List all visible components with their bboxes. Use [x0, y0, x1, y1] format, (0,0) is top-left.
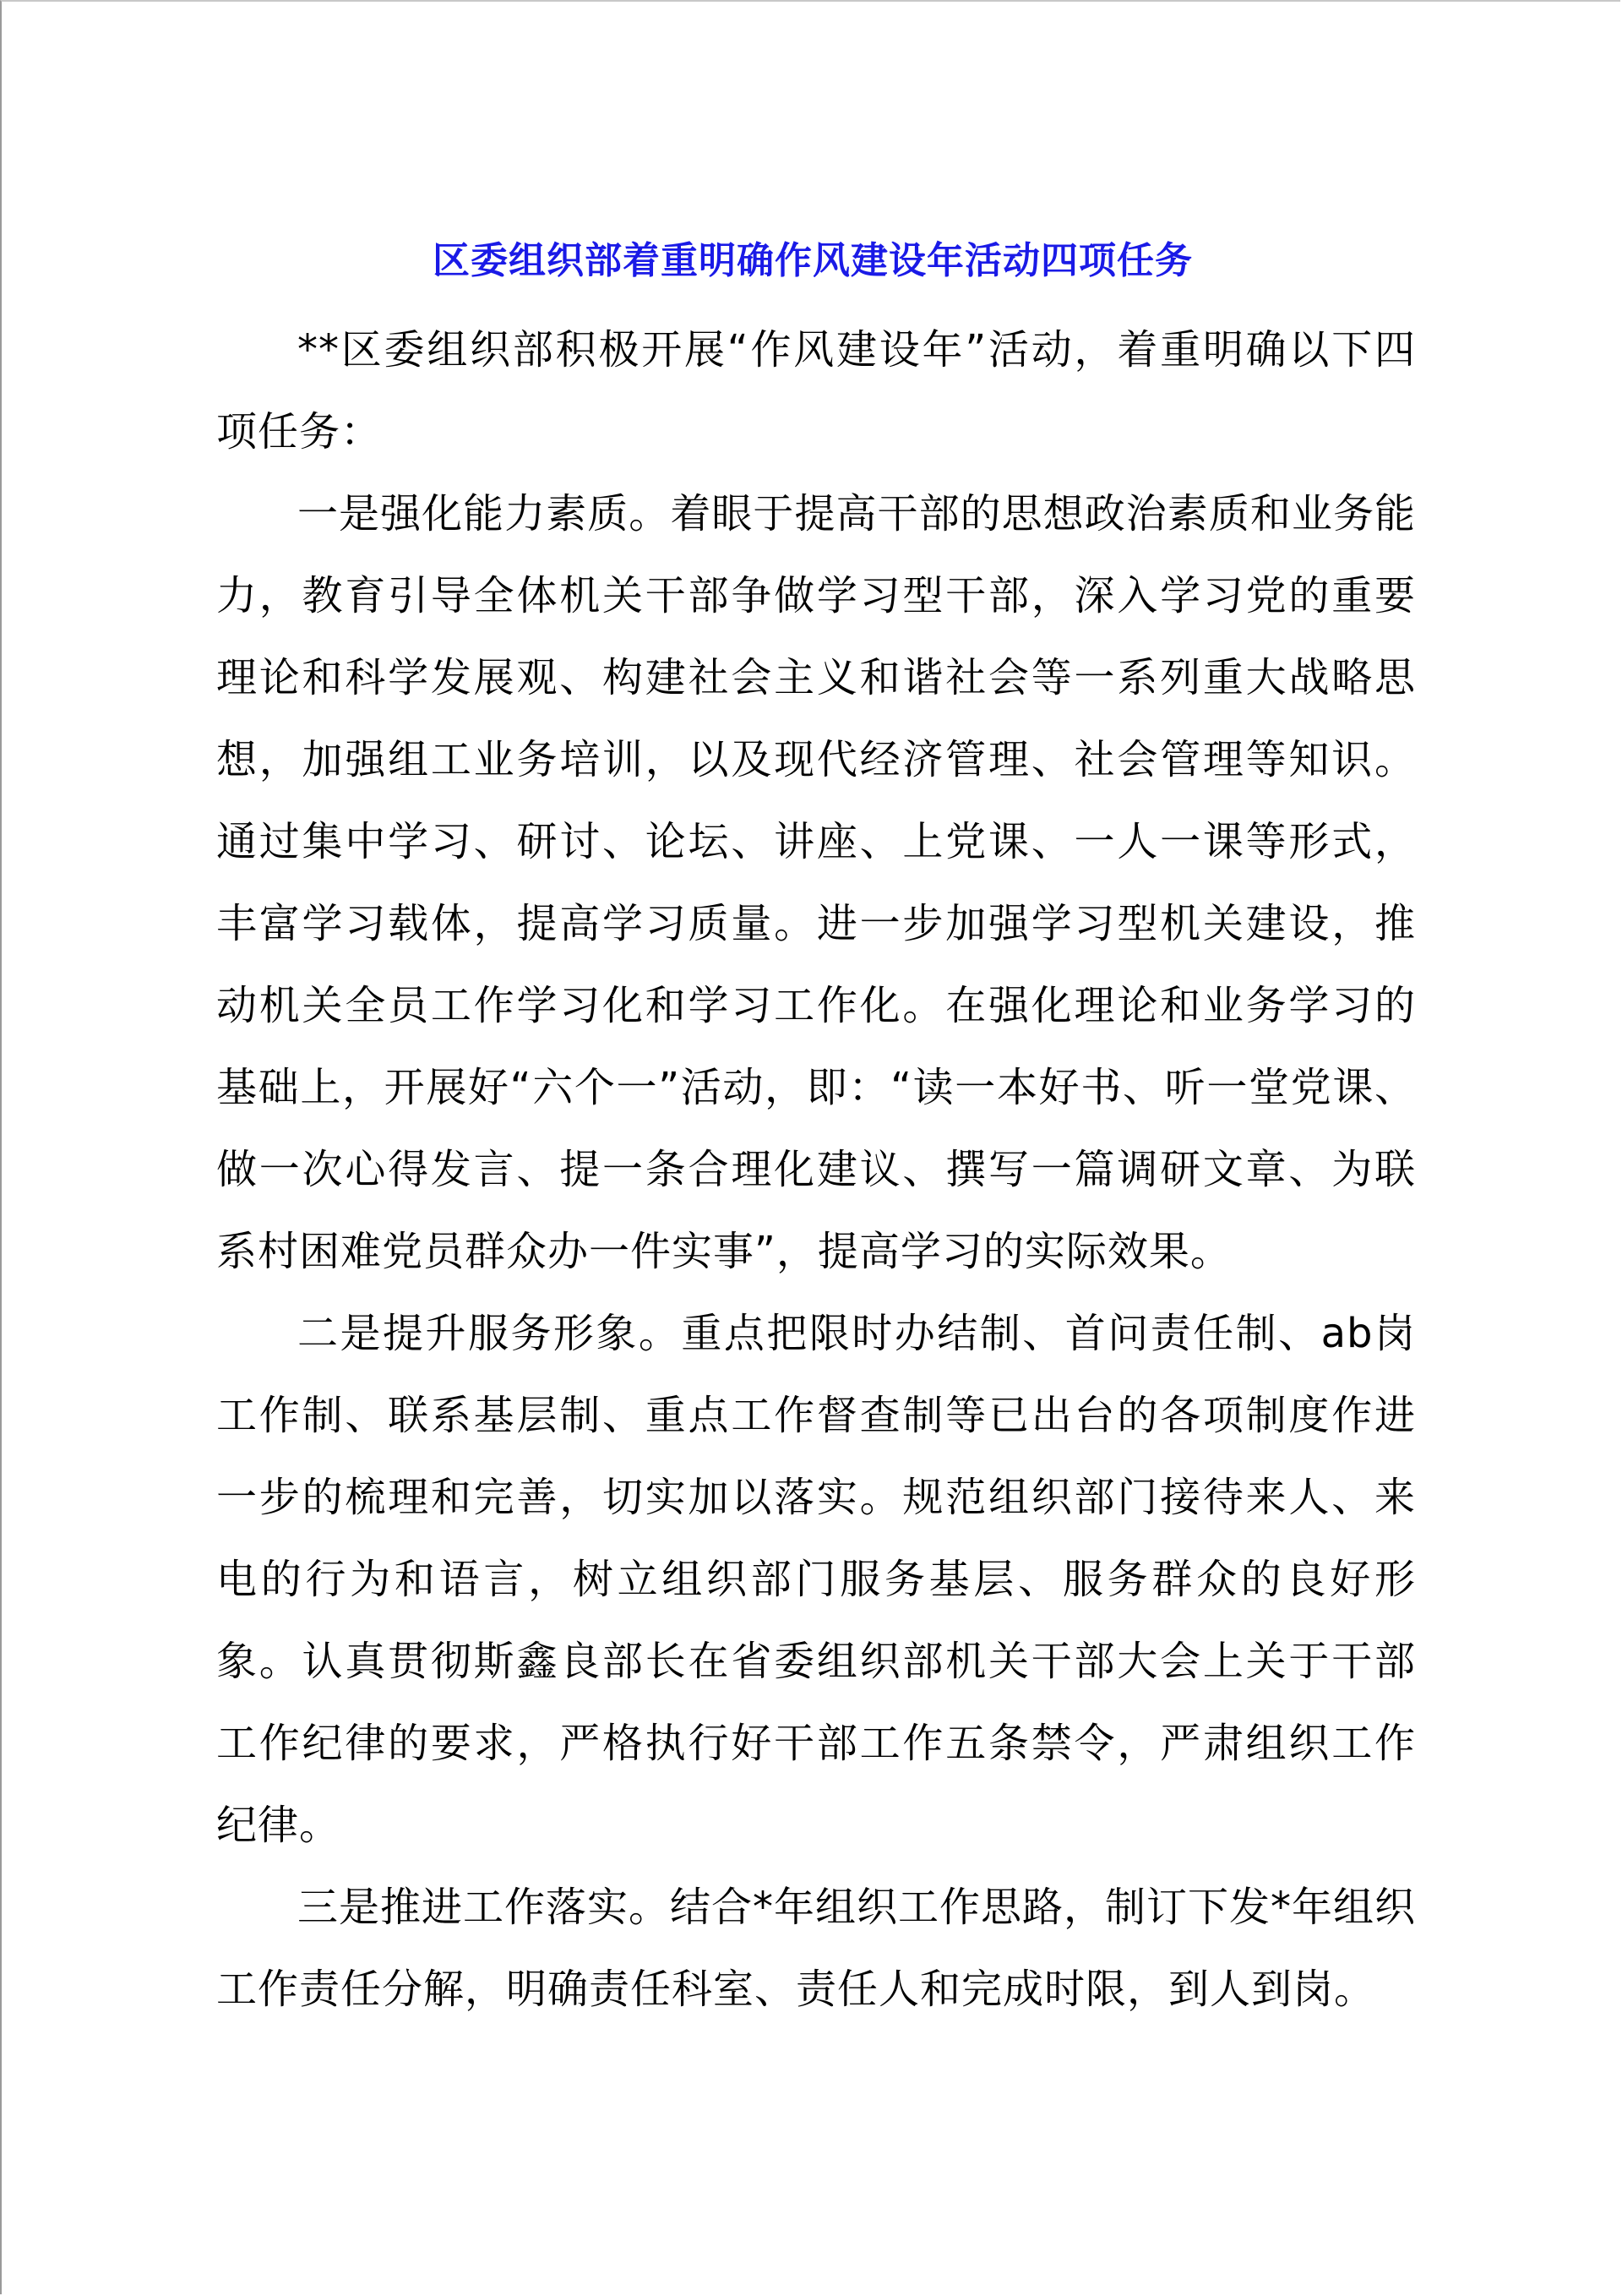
paragraph-task-two: 二是提升服务形象。重点把限时办结制、首问责任制、ab岗工作制、联系基层制、重点工作督查制等已出台的各项制度作进一步的梳理和完善，切实加以落实。规范组织部门接待来人、来电的行为和语言，树立组织部门服务基层、服务群众的良好形象。认真贯彻斯鑫良部长在省委组织部机关干部大会上关于干部工作纪律的要求，严格执行好干部工作五条禁令，严肃组织工作纪律。: [216, 1310, 1416, 1849]
paragraph-intro: **区委组织部积极开展“作风建设年”活动，着重明确以下四项任务：: [216, 326, 1416, 455]
document-body: [216, 309, 1416, 2031]
document-title: 区委组织部着重明确作风建设年活动四项任务: [433, 239, 1193, 282]
paragraph-task-three: 三是推进工作落实。结合*年组织工作思路，制订下发*年组织工作责任分解，明确责任科室、责任人和完成时限，到人到岗。: [216, 1884, 1417, 2013]
paragraph-task-one: 一是强化能力素质。着眼于提高干部的思想政治素质和业务能力，教育引导全体机关干部争做学习型干部，深入学习党的重要理论和科学发展观、构建社会主义和谐社会等一系列重大战略思想，加强组工业务培训，以及现代经济管理、社会管理等知识。通过集中学习、研讨、论坛、讲座、上党课、一人一课等形式，丰富学习载体，提高学习质量。进一步加强学习型机关建设，推动机关全员工作学习化和学习工作化。在强化理论和业务学习的基础上，开展好“六个一”活动，即：“读一本好书、听一堂党课、做一次心得发言、提一条合理化建议、撰写一篇调研文章、为联系村困难党员群众办一件实事”，提高学习的实际效果。: [216, 490, 1416, 1275]
